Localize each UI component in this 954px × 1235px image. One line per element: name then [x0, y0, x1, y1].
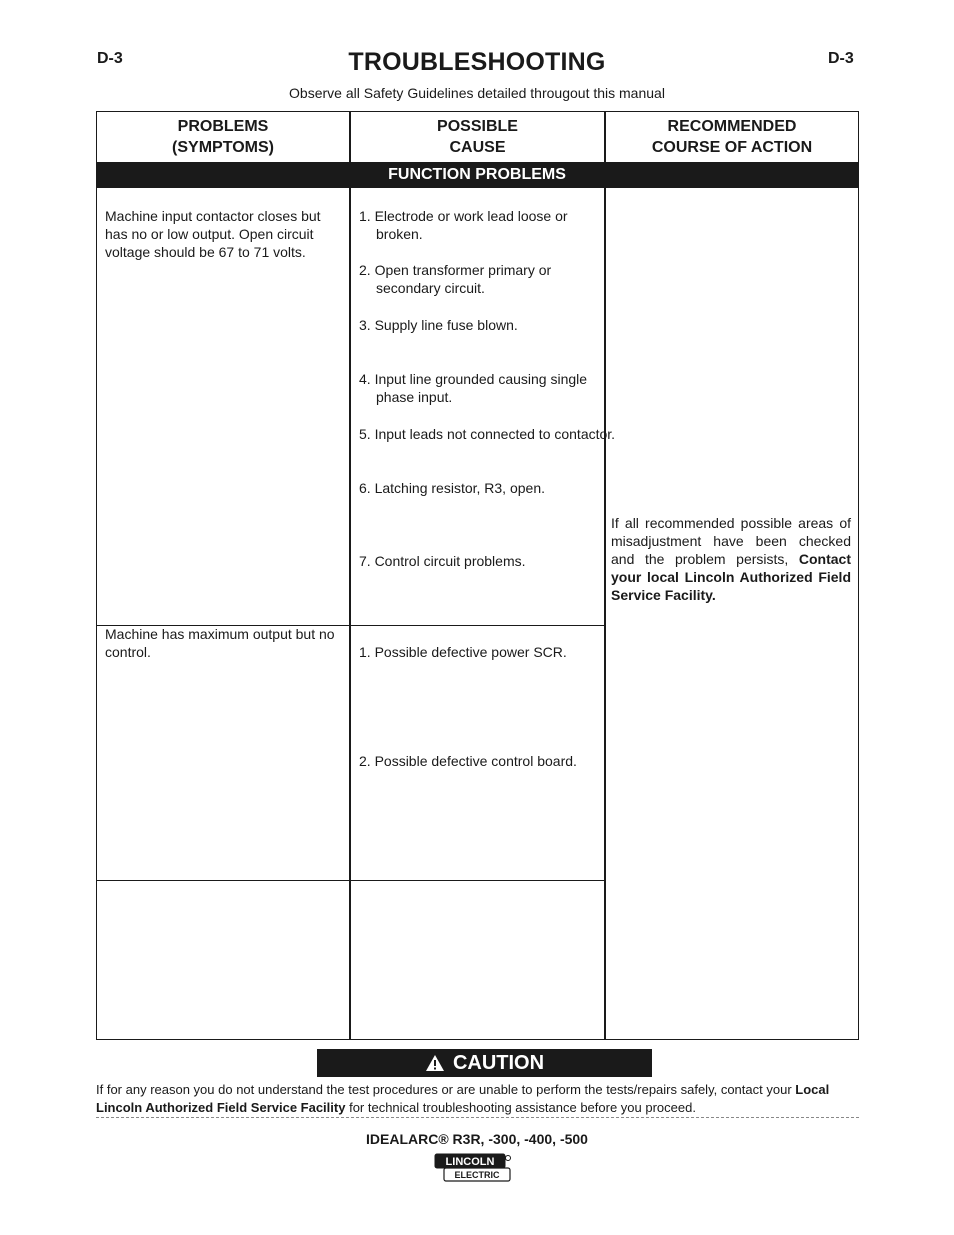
caution-text: If for any reason you do not understand the test procedures or are unable to perform the tests/repairs safely, contact your Local Lincoln Authorized Field Service Facility for technical troubleshooting assistance before you proceed.	[96, 1082, 830, 1115]
problem-1: Machine input contactor closes but has no or low output. Open circuit voltage should be 67 to 71 volts.	[105, 208, 321, 260]
column-divider	[604, 112, 606, 1039]
cause-item: 1. Electrode or work lead loose or broken.	[359, 208, 568, 242]
cause-item: 1. Possible defective power SCR.	[359, 644, 567, 660]
cause-item: 3. Supply line fuse blown.	[359, 317, 518, 333]
problem-2: Machine has maximum output but no control.	[105, 626, 335, 660]
model-name: IDEALARC® R3R, -300, -400, -500	[366, 1131, 588, 1147]
logo-text-top: LINCOLN	[445, 1156, 495, 1168]
cause-item: 4. Input line grounded causing single phase input.	[359, 371, 588, 405]
cause-item: 6. Latching resistor, R3, open.	[359, 480, 545, 496]
caution-bar	[317, 1049, 652, 1077]
column-divider	[349, 112, 351, 1039]
cause-item: 5. Input leads not connected to contactor.	[359, 426, 616, 442]
caution-label: CAUTION	[452, 1051, 545, 1074]
troubleshooting-table	[96, 111, 859, 1040]
page-title: TROUBLESHOOTING	[348, 48, 606, 76]
lincoln-electric-logo	[434, 1153, 512, 1183]
section-band	[97, 162, 858, 188]
footer-divider	[96, 1117, 859, 1118]
warning-icon	[425, 1054, 445, 1072]
row-divider	[97, 880, 604, 881]
recommended-action: If all recommended possible areas of misadjustment have been checked and the problem persists, Contact your local Lincoln Authorized Field Service Facility.	[611, 515, 851, 603]
safety-note: Observe all Safety Guidelines detailed througout this manual	[289, 85, 665, 101]
section-title: FUNCTION PROBLEMS	[388, 166, 566, 183]
header-problems: PROBLEMS (SYMPTOMS)	[172, 118, 274, 156]
header-action: RECOMMENDED COURSE OF ACTION	[651, 118, 813, 156]
cause-item: 7. Control circuit problems.	[359, 553, 526, 569]
page-number-left: D-3	[97, 50, 123, 67]
logo-text-bottom: ELECTRIC	[454, 1170, 500, 1180]
cause-item: 2. Open transformer primary or secondary circuit.	[359, 262, 552, 296]
header-cause: POSSIBLE CAUSE	[437, 118, 518, 156]
cause-item: 2. Possible defective control board.	[359, 753, 577, 769]
page-number-right: D-3	[828, 50, 854, 67]
